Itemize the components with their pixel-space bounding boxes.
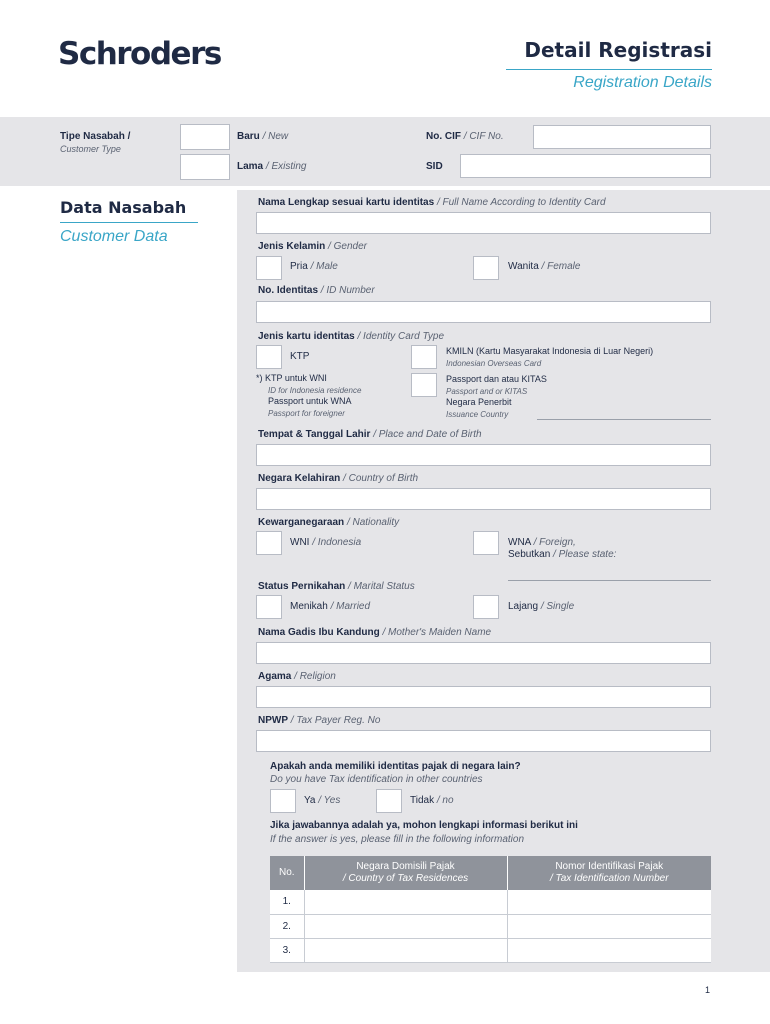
married-label: Menikah / Married [290,601,371,612]
country-cell[interactable] [304,914,507,938]
tax-question-en: Do you have Tax identification in other countries [270,774,483,785]
customer-type-label-en: Customer Type [60,144,121,154]
full-name-label: Nama Lengkap sesuai kartu identitas / Full Name According to Identity Card [258,197,606,208]
religion-input[interactable] [256,686,711,708]
note-passport-en: Passport for foreigner [268,409,345,418]
issuer-country-input[interactable] [537,419,711,420]
id-type-label: Jenis kartu identitas / Identity Card Type [258,331,445,342]
existing-customer-label: Lama / Existing [237,161,307,172]
birth-country-label: Negara Kelahiran / Country of Birth [258,473,419,484]
row-number: 1. [270,890,304,914]
table-header-row [270,856,711,890]
wni-checkbox[interactable] [256,531,282,555]
single-checkbox[interactable] [473,595,499,619]
page-title: Detail Registrasi [524,38,712,62]
issuer-country-label: Negara Penerbit [446,397,512,407]
passport-kitas-checkbox[interactable] [411,373,437,397]
please-state-label: Sebutkan / Please state: [508,549,617,560]
wni-label: WNI / Indonesia [290,537,362,548]
kmiln-label: KMILN (Kartu Masyarakat Indonesia di Luar Negeri) [446,346,654,356]
note-ktp-en: ID for Indonesia residence [268,386,362,395]
new-customer-label: Baru / New [237,131,289,142]
tax-no-checkbox[interactable] [376,789,402,813]
marital-label: Status Pernikahan / Marital Status [258,581,415,592]
full-name-input[interactable] [256,212,711,234]
ktp-label: KTP [290,351,310,362]
table-row [270,914,711,938]
tin-cell[interactable] [507,914,711,938]
row-number: 2. [270,914,304,938]
nationality-label: Kewarganegaraan / Nationality [258,517,400,528]
birth-input[interactable] [256,444,711,466]
existing-customer-checkbox[interactable] [180,154,230,180]
tax-yes-label: Ya / Yes [304,795,341,806]
tin-cell[interactable] [507,890,711,914]
npwp-input[interactable] [256,730,711,752]
tax-instruction: Jika jawabannya adalah ya, mohon lengkapi informasi berikut ini [270,820,578,831]
col-country-header: Negara Domisili Pajak / Country of Tax Residences [304,856,507,890]
wna-label: WNA / Foreign, [508,537,576,548]
single-label: Lajang / Single [508,601,575,612]
row-number: 3. [270,938,304,962]
note-ktp: *) KTP untuk WNI [256,373,327,383]
female-label: Wanita / Female [508,261,581,272]
note-passport: Passport untuk WNA [268,396,352,406]
sid-label: SID [426,161,443,172]
customer-type-label: Tipe Nasabah / [60,131,131,142]
foreign-country-input[interactable] [508,580,711,581]
female-checkbox[interactable] [473,256,499,280]
new-customer-checkbox[interactable] [180,124,230,150]
country-cell[interactable] [304,890,507,914]
male-checkbox[interactable] [256,256,282,280]
married-checkbox[interactable] [256,595,282,619]
mother-name-input[interactable] [256,642,711,664]
schroders-logo: Schroders [58,36,221,72]
kmiln-label-en: Indonesian Overseas Card [446,359,542,368]
section-subtitle: Customer Data [60,228,168,245]
religion-label: Agama / Religion [258,671,336,682]
npwp-label: NPWP / Tax Payer Reg. No [258,715,381,726]
col-no-header: No. [270,856,304,890]
tax-yes-checkbox[interactable] [270,789,296,813]
passport-kitas-label: Passport dan atau KITAS [446,374,547,384]
birth-country-input[interactable] [256,488,711,510]
table-row [270,938,711,962]
ktp-checkbox[interactable] [256,345,282,369]
kmiln-checkbox[interactable] [411,345,437,369]
id-number-input[interactable] [256,301,711,323]
cif-label: No. CIF / CIF No. [426,131,504,142]
wna-checkbox[interactable] [473,531,499,555]
male-label: Pria / Male [290,261,338,272]
mother-name-label: Nama Gadis Ibu Kandung / Mother's Maiden Name [258,627,492,638]
sid-input[interactable] [460,154,711,178]
section-divider [60,222,198,223]
tax-no-label: Tidak / no [410,795,454,806]
passport-kitas-label-en: Passport and or KITAS [446,387,528,396]
tin-cell[interactable] [507,938,711,962]
table-row [270,890,711,914]
title-divider [506,69,712,70]
tax-residence-table [270,856,711,963]
country-cell[interactable] [304,938,507,962]
col-tin-header: Nomor Identifikasi Pajak / Tax Identification Number [507,856,711,890]
section-title: Data Nasabah [60,198,187,217]
issuer-country-label-en: Issuance Country [446,410,509,419]
birth-label: Tempat & Tanggal Lahir / Place and Date of Birth [258,429,482,440]
cif-input[interactable] [533,125,711,149]
page-subtitle: Registration Details [573,74,712,91]
id-number-label: No. Identitas / ID Number [258,285,375,296]
tax-instruction-en: If the answer is yes, please fill in the following information [270,834,525,845]
gender-label: Jenis Kelamin / Gender [258,241,367,252]
tax-question: Apakah anda memiliki identitas pajak di negara lain? [270,761,521,772]
page-number: 1 [705,985,711,995]
